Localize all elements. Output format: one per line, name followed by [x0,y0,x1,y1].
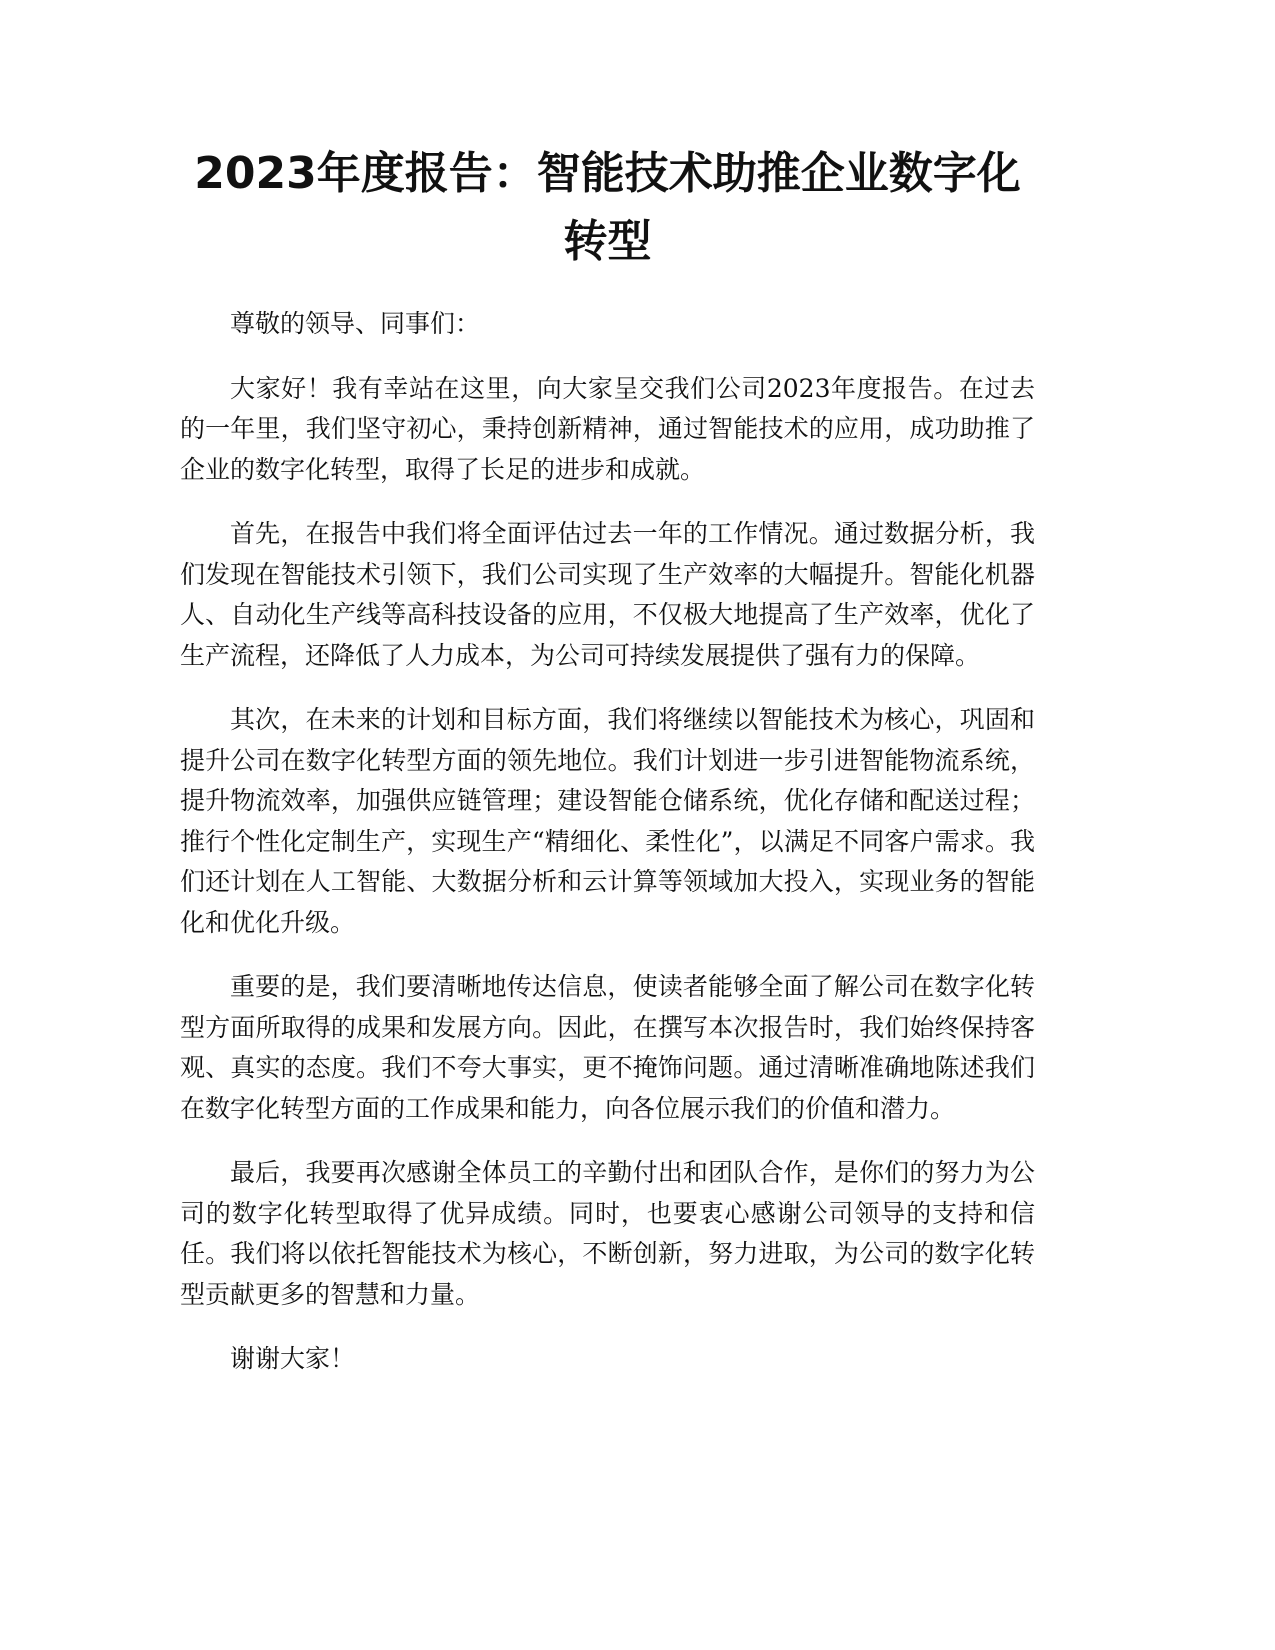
paragraph-review: 首先，在报告中我们将全面评估过去一年的工作情况。通过数据分析，我们发现在智能技术引领下，我们公司实现了生产效率的大幅提升。智能化机器人、自动化生产线等高科技设备的应用，不仅极大地提高了生产效率，优化了生产流程，还降低了人力成本，为公司可持续发展提供了强有力的保障。 [180,519,1035,670]
closing: 谢谢大家！ [230,1344,356,1373]
document-page [180,140,1035,1404]
salutation: 尊敬的领导、同事们： [230,309,481,338]
paragraph-plans: 其次，在未来的计划和目标方面，我们将继续以智能技术为核心，巩固和提升公司在数字化转型方面的领先地位。我们计划进一步引进智能物流系统，提升物流效率，加强供应链管理；建设智能仓储系统，优化存储和配送过程；推行个性化定制生产，实现生产“精细化、柔性化”，以满足不同客户需求。我们还计划在人工智能、大数据分析和云计算等领域加大投入，实现业务的智能化和优化升级。 [180,705,1035,937]
document-title: 2023年度报告：智能技术助推企业数字化转型 [194,148,1021,267]
paragraph-thanks: 最后，我要再次感谢全体员工的辛勤付出和团队合作，是你们的努力为公司的数字化转型取得了优异成绩。同时，也要衷心感谢公司领导的支持和信任。我们将以依托智能技术为核心，不断创新，努力进取，为公司的数字化转型贡献更多的智慧和力量。 [180,1158,1035,1309]
paragraph-intro: 大家好！我有幸站在这里，向大家呈交我们公司2023年度报告。在过去的一年里，我们坚守初心，秉持创新精神，通过智能技术的应用，成功助推了企业的数字化转型，取得了长足的进步和成就。 [180,373,1035,484]
paragraph-communication: 重要的是，我们要清晰地传达信息，使读者能够全面了解公司在数字化转型方面所取得的成果和发展方向。因此，在撰写本次报告时，我们始终保持客观、真实的态度。我们不夸大事实，更不掩饰问题。通过清晰准确地陈述我们在数字化转型方面的工作成果和能力，向各位展示我们的价值和潜力。 [180,972,1035,1123]
